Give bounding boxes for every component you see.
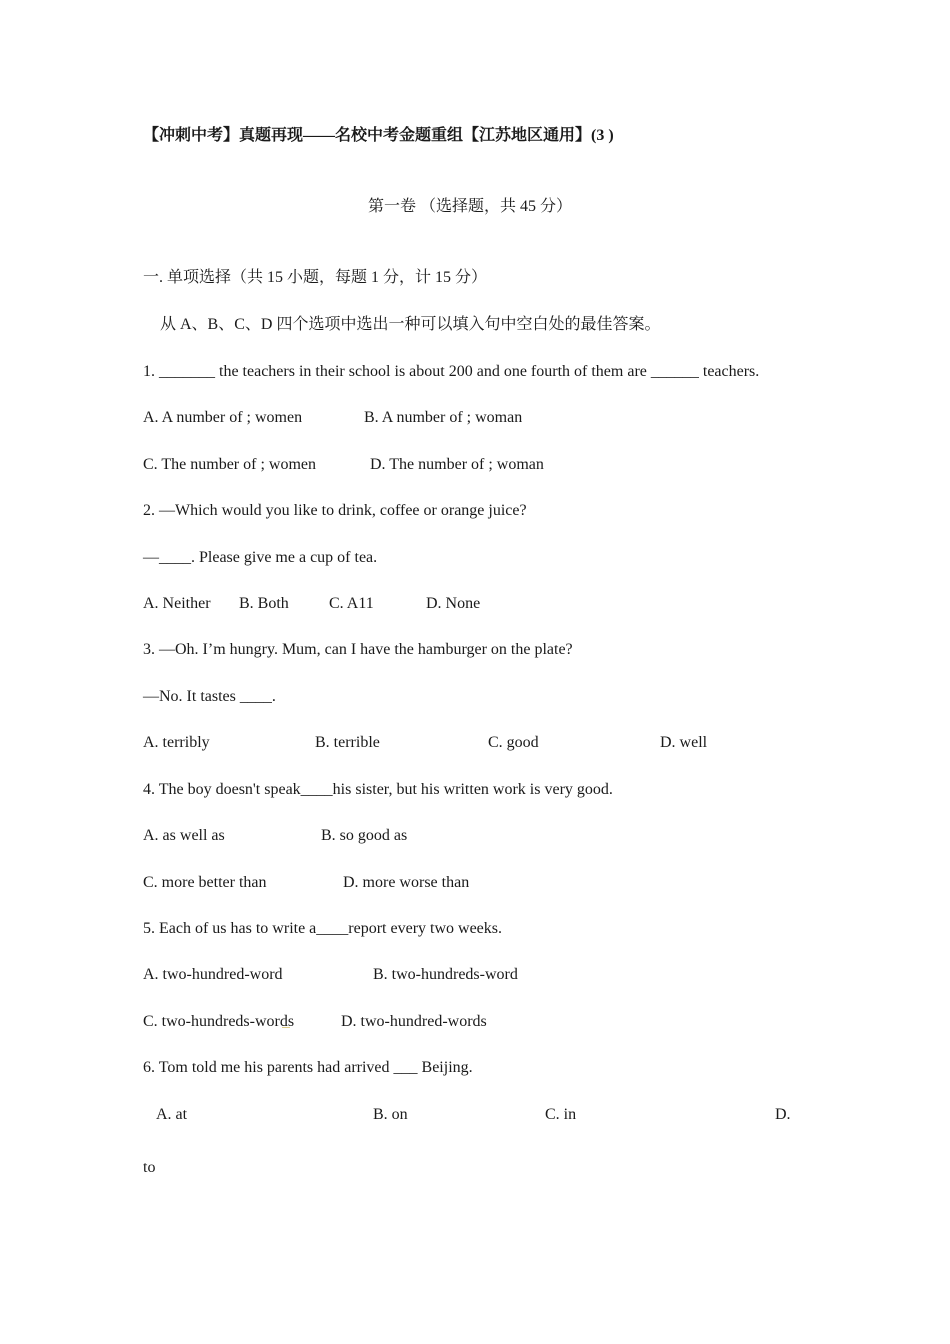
question-5-option-d: D. two-hundred-words bbox=[341, 1013, 487, 1030]
question-1-option-c: C. The number of ; women bbox=[143, 456, 317, 473]
question-3-stem: 3. —Oh. I’m hungry. Mum, can I have the hamburger on the plate? bbox=[143, 641, 573, 658]
question-1-option-d: D. The number of ; woman bbox=[370, 456, 544, 473]
question-3-option-d: D. well bbox=[660, 734, 708, 751]
question-3-option-a: A. terribly bbox=[143, 734, 210, 751]
part-heading: 一. 单项选择（共 15 小题，每题 1 分，计 15 分） bbox=[143, 269, 488, 286]
question-2-reply: —____. Please give me a cup of tea. bbox=[143, 549, 378, 566]
question-5-option-c: C. two-hundreds-words bbox=[143, 1013, 295, 1030]
question-6-option-b: B. on bbox=[373, 1106, 408, 1123]
document-title: 【冲刺中考】真题再现——名校中考金题重组【江苏地区通用】(3 ) bbox=[143, 127, 614, 144]
question-2-option-a: A. Neither bbox=[143, 595, 211, 612]
question-2-option-b: B. Both bbox=[239, 595, 289, 612]
question-3-reply: —No. It tastes ____. bbox=[143, 688, 276, 705]
question-4-option-b: B. so good as bbox=[321, 827, 408, 844]
question-1-option-b: B. A number of ; woman bbox=[364, 409, 523, 426]
instruction-text: 从 A、B、C、D 四个选项中选出一种可以填入句中空白处的最佳答案。 bbox=[160, 316, 661, 333]
question-6-option-d-text: to bbox=[143, 1159, 156, 1176]
question-3-option-c: C. good bbox=[488, 734, 539, 751]
question-5-option-b: B. two-hundreds-word bbox=[373, 966, 518, 983]
question-6-option-c: C. in bbox=[545, 1106, 577, 1123]
question-4-option-a: A. as well as bbox=[143, 827, 225, 844]
question-1-option-a: A. A number of ; women bbox=[143, 409, 303, 426]
question-1-stem: 1. _______ the teachers in their school is about 200 and one fourth of them are ______ teachers. bbox=[143, 363, 760, 380]
highlight-mark bbox=[282, 1022, 290, 1028]
question-6-option-a: A. at bbox=[156, 1106, 188, 1123]
question-2-option-d: D. None bbox=[426, 595, 481, 612]
question-3-option-b: B. terrible bbox=[315, 734, 380, 751]
question-6-stem: 6. Tom told me his parents had arrived ___ Beijing. bbox=[143, 1059, 473, 1076]
question-4-option-d: D. more worse than bbox=[343, 874, 470, 891]
question-2-option-c: C. A11 bbox=[329, 595, 374, 612]
question-5-option-a: A. two-hundred-word bbox=[143, 966, 283, 983]
question-4-stem: 4. The boy doesn't speak____his sister, but his written work is very good. bbox=[143, 781, 613, 798]
question-4-option-c: C. more better than bbox=[143, 874, 267, 891]
question-2-stem: 2. —Which would you like to drink, coffee or orange juice? bbox=[143, 502, 527, 519]
question-5-stem: 5. Each of us has to write a____report every two weeks. bbox=[143, 920, 502, 937]
question-6-option-d: D. bbox=[775, 1106, 791, 1123]
section-heading: 第一卷 （选择题，共 45 分） bbox=[368, 198, 573, 215]
